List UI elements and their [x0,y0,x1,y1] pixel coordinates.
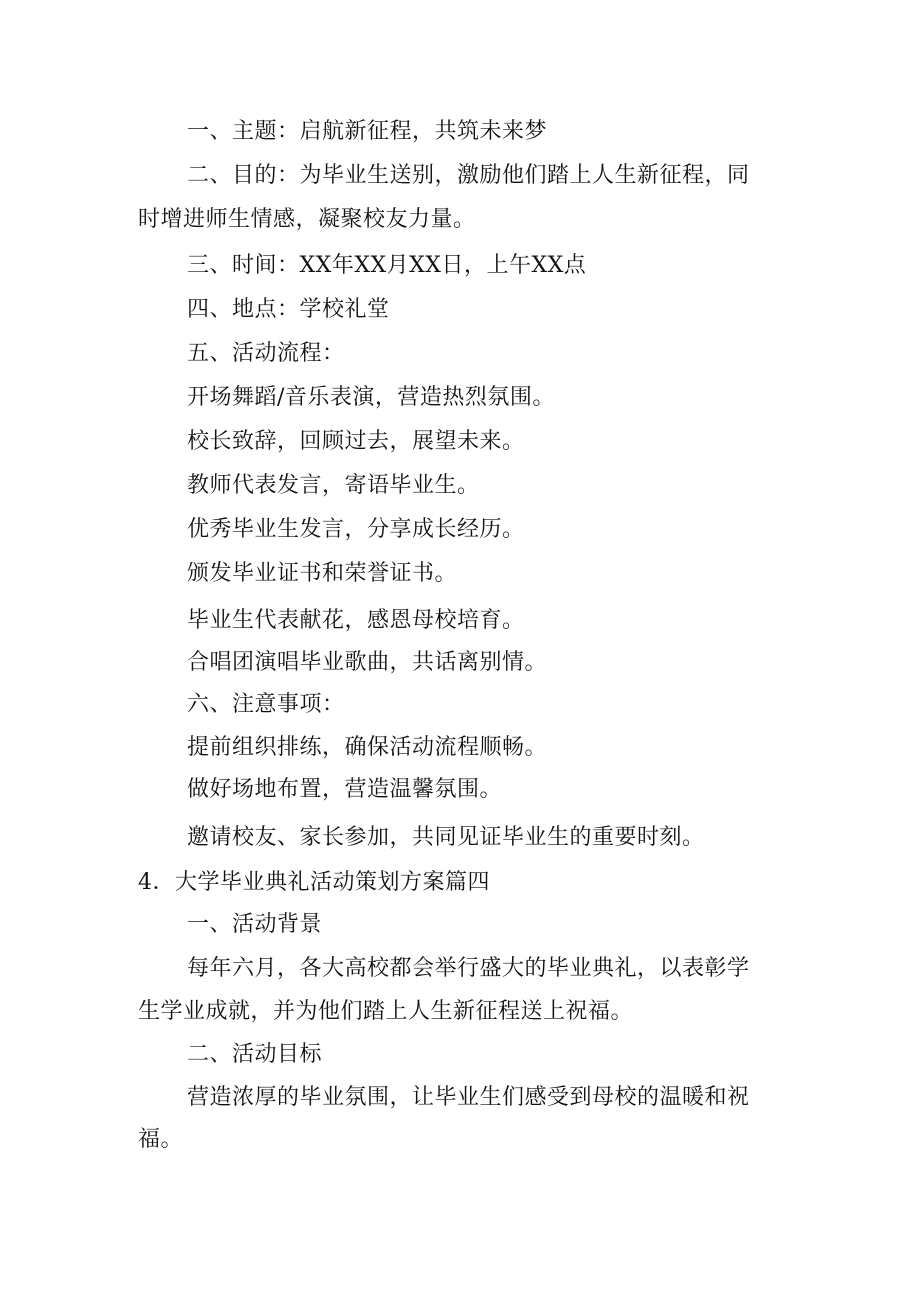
background-line-1: 每年六月，各大高校都会举行盛大的毕业典礼，以表彰学 [187,956,750,981]
purpose-line-1: 二、目的：为毕业生送别，激励他们踏上人生新征程，同 [187,163,750,188]
flow-item: 颁发毕业证书和荣誉证书。 [187,561,458,586]
notes-heading: 六、注意事项： [187,692,345,717]
note-item: 邀请校友、家长参加，共同见证毕业生的重要时刻。 [187,825,705,850]
section-title: 4．大学毕业典礼活动策划方案篇四 [138,870,490,895]
flow-item: 开场舞蹈/音乐表演，营造热烈氛围。 [187,385,555,410]
flow-item: 毕业生代表献花，感恩母校培育。 [187,608,525,633]
flow-item: 校长致辞，回顾过去，展望未来。 [187,429,525,454]
background-line-2: 生学业成就，并为他们踏上人生新征程送上祝福。 [138,999,634,1024]
theme-line: 一、主题：启航新征程，共筑未来梦 [187,119,548,144]
background-heading: 一、活动背景 [187,912,323,937]
place-line: 四、地点：学校礼堂 [187,297,390,322]
goal-heading: 二、活动目标 [187,1042,323,1067]
goal-line-1: 营造浓厚的毕业氛围，让毕业生们感受到母校的温暖和祝 [187,1085,750,1110]
note-item: 提前组织排练，确保活动流程顺畅。 [187,735,548,760]
flow-item: 优秀毕业生发言，分享成长经历。 [187,517,525,542]
time-line: 三、时间：XX年XX月XX日，上午XX点 [187,253,587,278]
flow-heading: 五、活动流程： [187,341,345,366]
purpose-line-2: 时增进师生情感，凝聚校友力量。 [138,207,476,232]
note-item: 做好场地布置，营造温馨氛围。 [187,777,503,802]
goal-line-2: 福。 [138,1127,184,1152]
flow-item: 合唱团演唱毕业歌曲，共话离别情。 [187,650,548,675]
flow-item: 教师代表发言，寄语毕业生。 [187,473,480,498]
